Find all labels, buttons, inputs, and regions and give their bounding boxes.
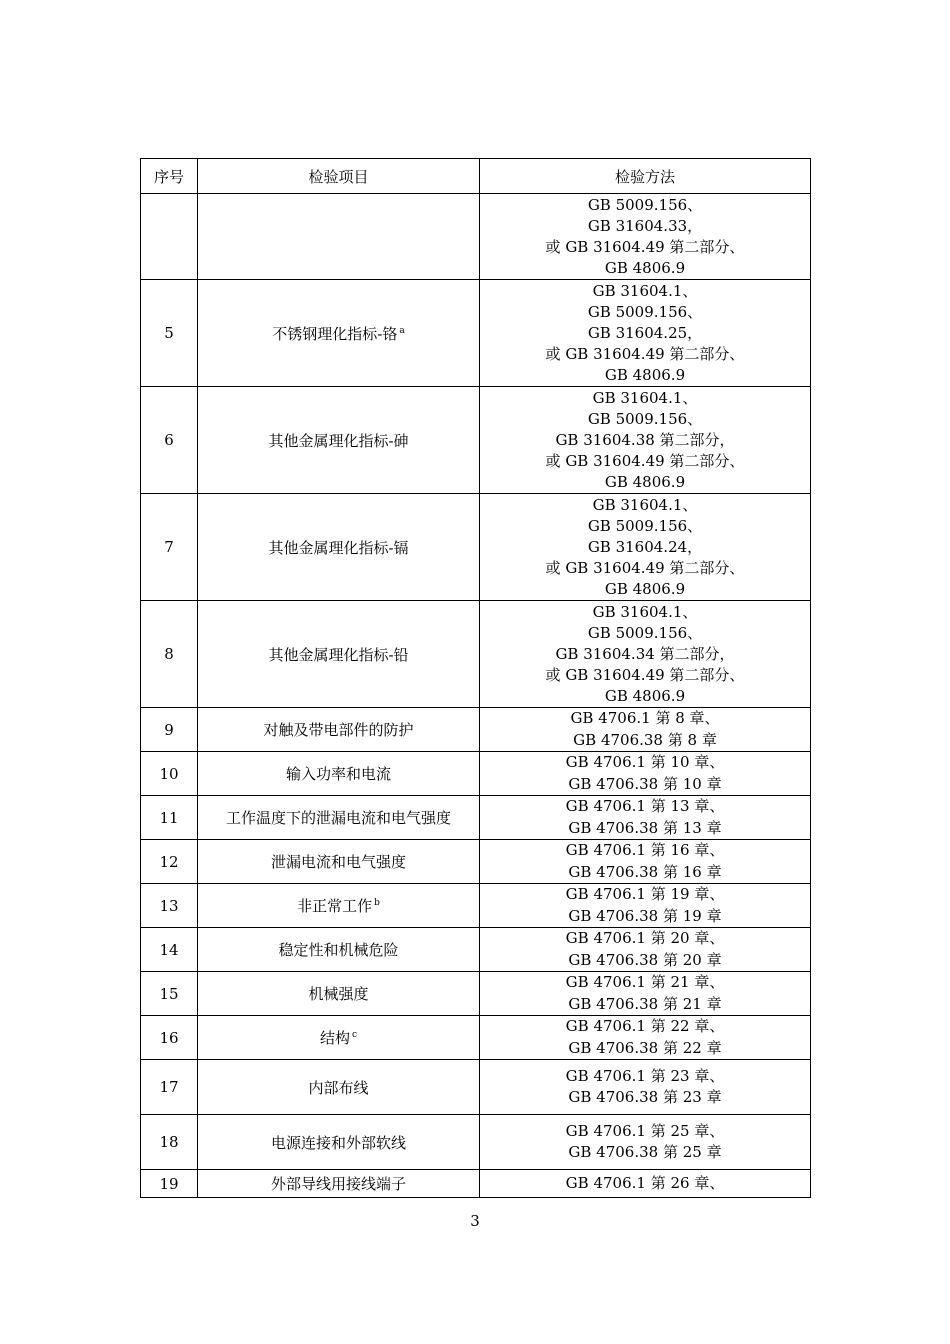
inspection-method-cell — [480, 928, 811, 972]
table-row — [141, 928, 811, 972]
inspection-item-text: 其他金属理化指标-砷 — [268, 431, 409, 450]
serial-no-cell: 11 — [141, 796, 198, 840]
method-line: 或 GB 31604.49 第二部分、 — [545, 665, 745, 684]
inspection-method-cell — [480, 1170, 811, 1198]
method-line: GB 31604.24， — [587, 537, 703, 556]
header-inspection-item: 检验项目 — [198, 159, 480, 194]
inspection-item-text: 对触及带电部件的防护 — [263, 721, 414, 739]
table-row — [141, 884, 811, 928]
inspection-item-text: 工作温度下的泄漏电流和电气强度 — [225, 809, 451, 827]
method-line: GB 4806.9 — [604, 258, 686, 277]
method-line: GB 4706.38 第 22 章 — [568, 1038, 722, 1057]
inspection-item-cell — [198, 387, 480, 494]
method-line: GB 4806.9 — [604, 472, 686, 491]
inspection-item-text: 电源连接和外部软线 — [270, 1133, 406, 1152]
serial-no-cell: 19 — [141, 1170, 198, 1198]
table-row — [141, 972, 811, 1016]
inspection-method-cell — [480, 972, 811, 1016]
inspection-item-text: 结构 — [319, 1029, 350, 1047]
inspection-item-cell — [198, 1016, 480, 1060]
inspection-method-cell — [480, 708, 811, 752]
table-row — [141, 1115, 811, 1170]
table-row — [141, 280, 811, 387]
method-line: GB 4706.38 第 23 章 — [568, 1088, 722, 1106]
table-row — [141, 708, 811, 752]
inspection-method-cell — [480, 1115, 811, 1170]
serial-no-cell: 9 — [141, 708, 198, 752]
inspection-item-cell — [198, 601, 480, 708]
inspection-item-cell — [198, 708, 480, 752]
method-line: GB 31604.1、 — [592, 388, 698, 407]
inspection-method-cell — [480, 1060, 811, 1115]
header-serial-no: 序号 — [141, 159, 198, 194]
footnote-marker: a — [399, 325, 405, 336]
table-row — [141, 1016, 811, 1060]
inspection-item-text: 泄漏电流和电气强度 — [270, 853, 406, 871]
method-line: GB 4706.38 第 25 章 — [568, 1143, 722, 1161]
table-row — [141, 796, 811, 840]
method-line: GB 4706.1 第 21 章、 — [565, 973, 725, 991]
method-line: GB 4706.1 第 22 章、 — [565, 1017, 725, 1035]
method-line: GB 4806.9 — [604, 579, 686, 598]
inspection-item-cell — [198, 840, 480, 884]
inspection-method-cell — [480, 494, 811, 601]
table-row — [141, 494, 811, 601]
inspection-method-cell — [480, 387, 811, 494]
method-line: GB 4706.38 第 21 章 — [568, 994, 722, 1013]
inspection-item-cell — [198, 494, 480, 601]
inspection-item-cell — [198, 796, 480, 840]
serial-no-cell: 10 — [141, 752, 198, 796]
method-line: GB 4806.9 — [604, 686, 686, 705]
table-row — [141, 194, 811, 280]
method-line: GB 5009.156、 — [587, 195, 703, 214]
inspection-item-text: 其他金属理化指标-铅 — [268, 645, 409, 664]
serial-no-cell — [141, 194, 198, 280]
inspection-method-cell — [480, 796, 811, 840]
serial-no-cell: 12 — [141, 840, 198, 884]
table-row — [141, 840, 811, 884]
table-row — [141, 752, 811, 796]
inspection-item-text: 外部导线用接线端子 — [270, 1175, 406, 1193]
method-line: GB 31604.1、 — [592, 495, 698, 514]
page-number: 3 — [470, 1212, 480, 1230]
method-line: 或 GB 31604.49 第二部分、 — [545, 558, 745, 577]
inspection-item-cell — [198, 972, 480, 1016]
method-line: GB 4706.38 第 13 章 — [568, 818, 722, 837]
inspection-method-cell — [480, 194, 811, 280]
method-line: GB 4806.9 — [604, 365, 686, 384]
method-line: GB 31604.1、 — [592, 602, 698, 621]
method-line: GB 4706.1 第 10 章、 — [565, 753, 725, 771]
inspection-item-text: 内部布线 — [308, 1078, 369, 1097]
serial-no-cell: 13 — [141, 884, 198, 928]
method-line: GB 31604.33， — [587, 216, 703, 235]
inspection-item-text: 非正常工作 — [297, 897, 373, 915]
inspection-item-cell — [198, 752, 480, 796]
method-line: GB 4706.1 第 16 章、 — [565, 841, 725, 859]
method-line: GB 31604.25， — [587, 323, 703, 342]
serial-no-cell: 6 — [141, 387, 198, 494]
inspection-item-cell — [198, 1170, 480, 1198]
inspection-method-cell — [480, 601, 811, 708]
method-line: 或 GB 31604.49 第二部分、 — [545, 344, 745, 363]
method-line: GB 4706.38 第 10 章 — [568, 774, 722, 793]
footnote-marker: b — [374, 898, 380, 908]
method-line: GB 5009.156、 — [587, 623, 703, 642]
table-row — [141, 1060, 811, 1115]
method-line: GB 5009.156、 — [587, 409, 703, 428]
inspection-item-text: 不锈钢理化指标-铬 — [272, 324, 398, 343]
method-line: GB 5009.156、 — [587, 516, 703, 535]
method-line: 或 GB 31604.49 第二部分、 — [545, 451, 745, 470]
inspection-method-cell — [480, 884, 811, 928]
inspection-item-cell — [198, 928, 480, 972]
inspection-item-text: 其他金属理化指标-镉 — [268, 538, 409, 557]
table-body — [141, 194, 811, 1198]
method-line: GB 5009.156、 — [587, 302, 703, 321]
inspection-method-cell — [480, 840, 811, 884]
table-row — [141, 387, 811, 494]
method-line: GB 31604.38 第二部分， — [555, 430, 735, 449]
serial-no-cell: 15 — [141, 972, 198, 1016]
serial-no-cell: 17 — [141, 1060, 198, 1115]
method-line: GB 4706.38 第 20 章 — [568, 950, 722, 969]
table-row — [141, 1170, 811, 1198]
serial-no-cell: 18 — [141, 1115, 198, 1170]
serial-no-cell: 5 — [141, 280, 198, 387]
inspection-item-text: 机械强度 — [308, 985, 369, 1003]
inspection-item-cell — [198, 1115, 480, 1170]
method-line: GB 4706.1 第 26 章、 — [565, 1173, 725, 1192]
table-header-row — [141, 159, 811, 194]
serial-no-cell: 8 — [141, 601, 198, 708]
method-line: GB 4706.1 第 19 章、 — [565, 885, 725, 903]
inspection-item-cell — [198, 884, 480, 928]
table-row — [141, 601, 811, 708]
method-line: GB 4706.1 第 13 章、 — [565, 797, 725, 815]
inspection-method-cell — [480, 1016, 811, 1060]
inspection-item-text: 稳定性和机械危险 — [278, 941, 399, 959]
inspection-table — [140, 158, 811, 1198]
method-line: GB 4706.38 第 19 章 — [568, 906, 722, 925]
method-line: 或 GB 31604.49 第二部分、 — [545, 237, 745, 256]
footnote-marker: c — [351, 1030, 358, 1040]
serial-no-cell: 16 — [141, 1016, 198, 1060]
method-line: GB 4706.1 第 20 章、 — [565, 929, 725, 947]
inspection-item-text: 输入功率和电流 — [285, 765, 391, 783]
method-line: GB 31604.1、 — [592, 281, 698, 300]
inspection-method-cell — [480, 752, 811, 796]
inspection-item-cell — [198, 280, 480, 387]
method-line: GB 4706.38 第 8 章 — [573, 730, 717, 749]
method-line: GB 4706.38 第 16 章 — [568, 862, 722, 881]
inspection-method-cell — [480, 280, 811, 387]
serial-no-cell: 14 — [141, 928, 198, 972]
method-line: GB 4706.1 第 25 章、 — [565, 1121, 725, 1140]
inspection-item-cell — [198, 194, 480, 280]
method-line: GB 4706.1 第 8 章、 — [570, 709, 720, 727]
header-inspection-method: 检验方法 — [480, 159, 811, 194]
method-line: GB 4706.1 第 23 章、 — [565, 1066, 725, 1085]
inspection-item-cell — [198, 1060, 480, 1115]
method-line: GB 31604.34 第二部分， — [555, 644, 735, 663]
serial-no-cell: 7 — [141, 494, 198, 601]
